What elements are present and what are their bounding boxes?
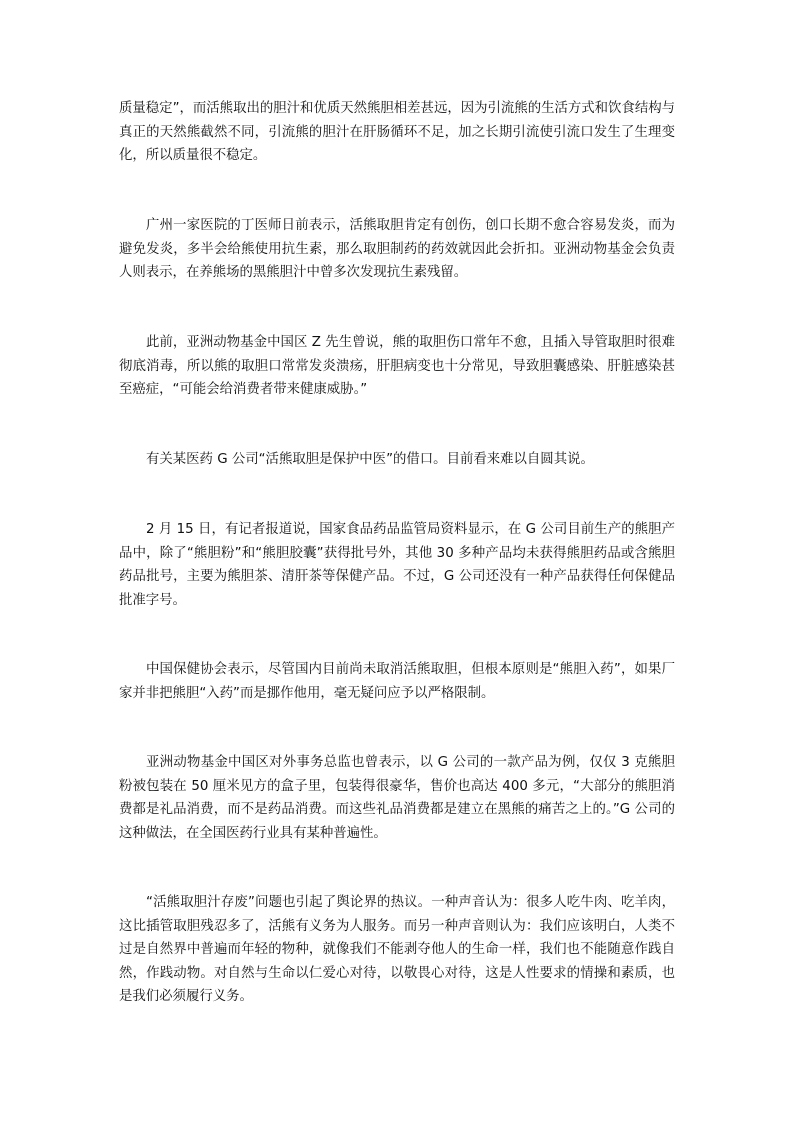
paragraph-wound-infection: 此前，亚洲动物基金中国区 Z 先生曾说，熊的取胆伤口常年不愈，且插入导管取胆时很难彻底消毒，所以熊的取胆口常常发炎溃疡，肝胆病变也十分常见，导致胆囊感染、肝脏感染甚至癌症，“可能会给消费者带来健康威胁。”	[119, 335, 675, 397]
paragraph-gift-consumption: 亚洲动物基金中国区对外事务总监也曾表示，以 G 公司的一款产品为例，仅仅 3 克熊胆粉被包装在 50 厘米见方的盒子里，包装得很豪华，售价也高达 400 多元，“大部分的熊胆消费都是礼品消费，而不是药品消费。而这些礼品消费都是建立在黑熊的痛苦之上的。”G 公司的这种做法，在全国医药行业具有某种普遍性。	[119, 755, 675, 841]
paragraph-quality-continuation: 质量稳定”，而活熊取出的胆汁和优质天然熊胆相差甚远，因为引流熊的生活方式和饮食结构与真正的天然熊截然不同，引流熊的胆汁在肝肠循环不足，加之长期引流使引流口发生了生理变化，所以质量很不稳定。	[119, 101, 675, 163]
paragraph-health-association: 中国保健协会表示，尽管国内目前尚未取消活熊取胆，但根本原则是“熊胆入药”，如果厂家并非把熊胆“入药”而是挪作他用，毫无疑问应予以严格限制。	[119, 662, 675, 701]
paragraph-product-approvals: 2 月 15 日，有记者报道说，国家食品药品监管局资料显示，在 G 公司目前生产的熊胆产品中，除了“熊胆粉”和“熊胆胶囊”获得批号外，其他 30 多种产品均未获得熊胆药品或含熊胆药品批号，主要为熊胆茶、清肝茶等保健产品。不过，G 公司还没有一种产品获得任何保健品批准字号。	[119, 522, 675, 608]
paragraph-public-debate: “活熊取胆汁存废”问题也引起了舆论界的热议。一种声音认为：很多人吃牛肉、吃羊肉，这比插管取胆残忍多了，活熊有义务为人服务。而另一种声音则认为：我们应该明白，人类不过是自然界中普遍而年轻的物种，就像我们不能剥夺他人的生命一样，我们也不能随意作践自然，作践动物。对自然与生命以仁爱心对待，以敬畏心对待，这是人性要求的情操和素质，也是我们必须履行义务。	[119, 895, 675, 1004]
paragraph-company-excuse: 有关某医药 G 公司“活熊取胆是保护中医”的借口。目前看来难以自圆其说。	[146, 452, 594, 467]
paragraph-doctor-antibiotics: 广州一家医院的丁医师日前表示，活熊取胆肯定有创伤，创口长期不愈合容易发炎，而为避免发炎，多半会给熊使用抗生素，那么取胆制药的药效就因此会折扣。亚洲动物基金会负责人则表示，在养熊场的黑熊胆汁中曾多次发现抗生素残留。	[119, 218, 675, 280]
